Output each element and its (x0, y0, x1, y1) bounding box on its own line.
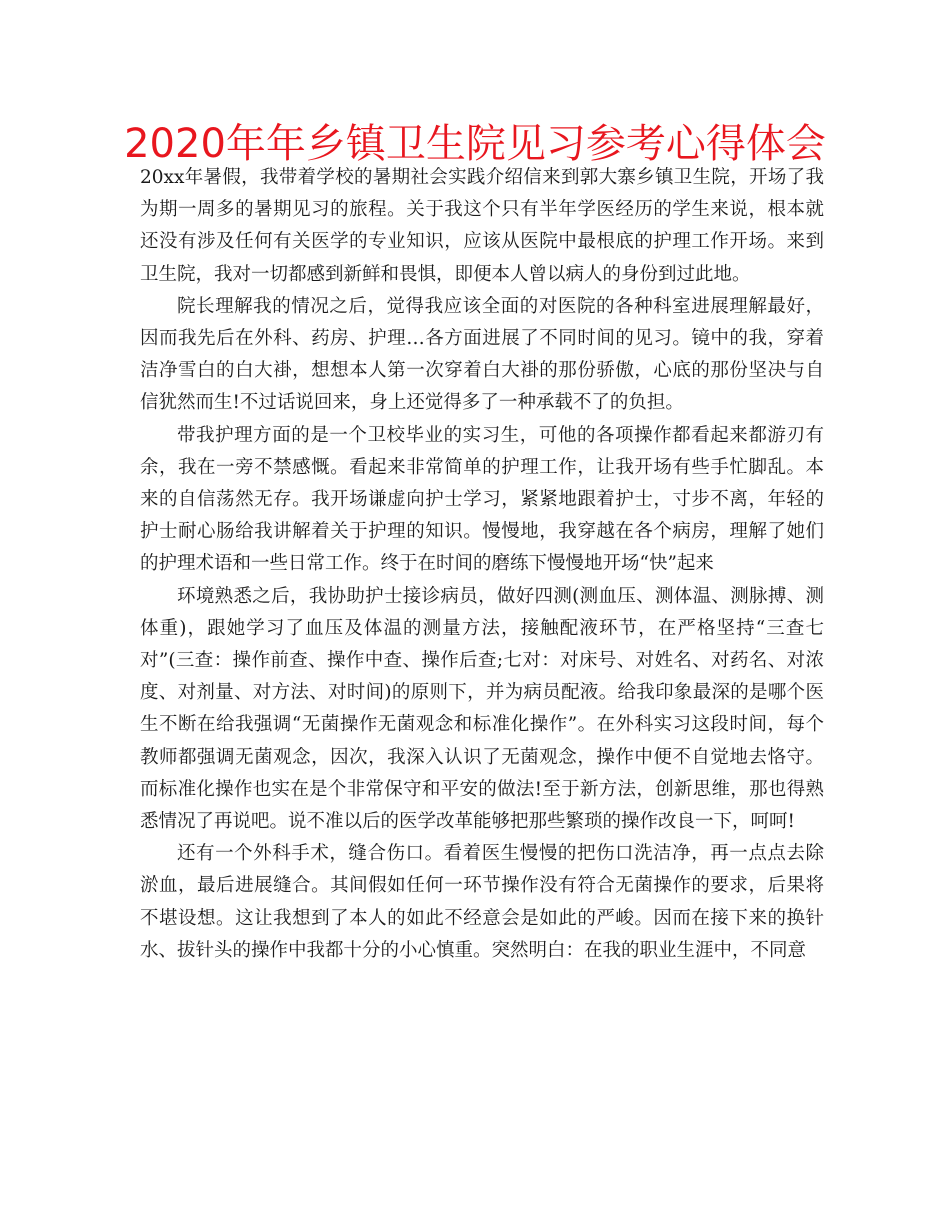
paragraph: 院长理解我的情况之后，觉得我应该全面的对医院的各种科室进展理解最好，因而我先后在外科、药房、护理…各方面进展了不同时间的见习。镜中的我，穿着洁净雪白的白大褂，想想本人第一次穿着白大褂的那份骄傲，心底的那份坚决与自信犹然而生!不过话说回来，身上还觉得多了一种承载不了的负担。 (140, 295, 824, 414)
paragraph: 20xx年暑假，我带着学校的暑期社会实践介绍信来到郭大寨乡镇卫生院，开场了我为期一周多的暑期见习的旅程。关于我这个只有半年学医经历的学生来说，根本就还没有涉及任何有关医学的专业知识，应该从医院中最根底的护理工作开场。来到卫生院，我对一切都感到新鲜和畏惧，即便本人曾以病人的身份到过此地。 (140, 167, 824, 285)
document-title: 2020年年乡镇卫生院见习参考心得体会 (124, 121, 826, 167)
paragraph: 还有一个外科手术，缝合伤口。看着医生慢慢的把伤口洗洁净，再一点点去除淤血，最后进展缝合。其间假如任何一环节操作没有符合无菌操作的要求，后果将不堪设想。这让我想到了本人的如此不经意会是如此的严峻。因而在接下来的换针水、拔针头的操作中我都十分的小心慎重。突然明白：在我的职业生涯中，不同意 (140, 843, 824, 961)
document-body (140, 162, 824, 967)
paragraph: 带我护理方面的是一个卫校毕业的实习生，可他的各项操作都看起来都游刃有余，我在一旁不禁感慨。看起来非常简单的护理工作，让我开场有些手忙脚乱。本来的自信荡然无存。我开场谦虚向护士学习，紧紧地跟着护士，寸步不离，年轻的护士耐心肠给我讲解着关于护理的知识。慢慢地，我穿越在各个病房，理解了她们的护理术语和一些日常工作。终于在时间的磨练下慢慢地开场“快”起来 (140, 424, 824, 575)
paragraph: 环境熟悉之后，我协助护士接诊病员，做好四测(测血压、测体温、测脉搏、测体重)，跟她学习了血压及体温的测量方法，接触配液环节，在严格坚持“三查七对”(三查：操作前查、操作中查、操作后查;七对：对床号、对姓名、对药名、对浓度、对剂量、对方法、对时间)的原则下，并为病员配液。给我印象最深的是哪个医生不断在给我强调“无菌操作无菌观念和标准化操作”。在外科实习这段时间，每个教师都强调无菌观念，因次，我深入认识了无菌观念，操作中便不自觉地去恪守。而标准化操作也实在是个非常保守和平安的做法!至于新方法，创新思维，那也得熟悉情况了再说吧。说不准以后的医学改革能够把那些繁琐的操作改良一下，呵呵! (140, 585, 824, 833)
